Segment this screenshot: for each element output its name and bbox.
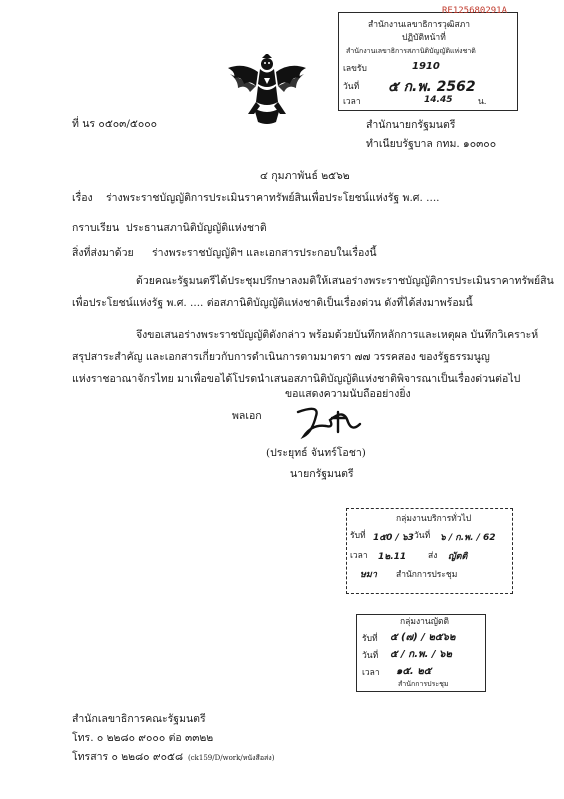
office-line-2: ทำเนียบรัฐบาล กทม. ๑๐๓๐๐: [366, 138, 497, 150]
salutation-label: กราบเรียน: [72, 222, 120, 234]
footer-department: สำนักเลขาธิการคณะรัฐมนตรี: [72, 713, 206, 725]
stamp-mid-office: สำนักการประชุม: [396, 570, 458, 580]
stamp-mid-signer: ษมา: [360, 570, 377, 580]
stamp-low-receive-val: ๕ (๗) / ๒๕๖๒: [390, 632, 456, 643]
stamp-low-time-label: เวลา: [362, 668, 380, 678]
reference-number: ที่ นร ๐๕๐๓/๕๐๐๐: [72, 118, 158, 130]
stamp-receive-label: เลขรับ: [343, 64, 367, 74]
stamp-mid-date-val: ๖ / ก.พ. / 62: [440, 533, 496, 543]
paragraph-line: จึงขอเสนอร่างพระราชบัญญัติดังกล่าว พร้อมด้วยบันทึกหลักการและเหตุผล บันทึกวิเคราะห์: [136, 329, 539, 341]
stamp-low-title: กลุ่มงานญัตติ: [400, 617, 449, 627]
stamp-mid-receive-label: รับที่: [350, 531, 366, 541]
stamp-date-label: วันที่: [343, 82, 360, 92]
footer-telephone: โทร. ๐ ๒๒๘๐ ๙๐๐๐ ต่อ ๓๓๒๒: [72, 732, 214, 744]
subject-label: เรื่อง: [72, 192, 93, 204]
salutation-text: ประธานสภานิติบัญญัติแห่งชาติ: [126, 222, 267, 234]
stamp-low-receive-label: รับที่: [362, 634, 378, 644]
stamp-mid-receive-val: 1๕0 / ๖3: [373, 533, 414, 543]
stamp-acting: ปฏิบัติหน้าที่: [402, 33, 446, 43]
garuda-emblem-icon: [224, 54, 310, 126]
stamp-low-time-val: ๑๕. ๒๕: [396, 666, 432, 677]
stamp-receive-no: 1910: [412, 61, 440, 72]
signer-rank: พลเอก: [232, 410, 262, 422]
stamp-org: สำนักงานเลขาธิการวุฒิสภา: [368, 20, 471, 30]
office-line-1: สำนักนายกรัฐมนตรี: [366, 119, 456, 131]
paragraph-line: เพื่อประโยชน์แห่งรัฐ พ.ศ. .... ต่อสภานิติบัญญัติแห่งชาติเป็นเรื่องด่วน ดังที่ได้ส่งมาพร้อมนี้: [72, 297, 473, 309]
stamp-time-val: 14.45: [424, 95, 453, 105]
stamp-doc-id: RE125680291A: [442, 6, 508, 16]
footer-fax: โทรสาร ๐ ๒๒๘๐ ๙๐๕๘: [72, 751, 184, 763]
stamp-mid-send-label: ส่ง: [428, 551, 438, 561]
paragraph-line: แห่งราชอาณาจักรไทย มาเพื่อขอได้โปรดนำเสนอสภานิติบัญญัติแห่งชาติพิจารณาเป็นเรื่องด่วนต่อไป: [72, 373, 521, 385]
stamp-org2: สำนักงานเลขาธิการสภานิติบัญญัติแห่งชาติ: [346, 47, 476, 55]
body-paragraph-1: [72, 270, 554, 314]
stamp-mid-time-label: เวลา: [350, 551, 368, 561]
stamp-time-label: เวลา: [343, 97, 361, 107]
stamp-time-suffix: น.: [478, 97, 487, 107]
footer-file-ref: (ck159/D/work/หนังสือส่ง): [188, 754, 275, 762]
body-paragraph-2: [72, 324, 538, 390]
stamp-mid-send-val: ญัตติ: [448, 552, 468, 562]
subject-text: ร่างพระราชบัญญัติการประเมินราคาทรัพย์สินเพื่อประโยชน์แห่งรัฐ พ.ศ. ....: [106, 192, 440, 204]
paragraph-line: สรุปสาระสำคัญ และเอกสารเกี่ยวกับการดำเนินการตามมาตรา ๗๗ วรรคสอง ของรัฐธรรมนูญ: [72, 351, 490, 363]
stamp-mid-title: กลุ่มงานบริการทั่วไป: [396, 514, 472, 524]
stamp-low-date-label: วันที่: [362, 651, 379, 661]
signer-name: (ประยุทธ์ จันทร์โอชา): [266, 447, 366, 459]
stamp-low-date-val: ๕ / ก.พ. / ๖๒: [390, 649, 452, 660]
stamp-mid-date-label: วันที่: [414, 531, 431, 541]
letter-date: ๔ กุมภาพันธ์ ๒๕๖๒: [260, 170, 350, 182]
paragraph-line: ด้วยคณะรัฐมนตรีได้ประชุมปรึกษาลงมติให้เสนอร่างพระราชบัญญัติการประเมินราคาทรัพย์สิน: [136, 275, 554, 287]
signer-title: นายกรัฐมนตรี: [290, 468, 354, 480]
stamp-mid-time-val: 1๒.11: [378, 552, 407, 562]
closing-text: ขอแสดงความนับถืออย่างยิ่ง: [285, 388, 411, 400]
stamp-low-office: สำนักการประชุม: [398, 680, 449, 688]
enclosure-label: สิ่งที่ส่งมาด้วย: [72, 247, 134, 259]
enclosure-text: ร่างพระราชบัญญัติฯ และเอกสารประกอบในเรื่องนี้: [152, 247, 377, 259]
signature-image: [290, 402, 370, 442]
stamp-date-val: ๕ ก.พ. 2562: [388, 79, 476, 95]
